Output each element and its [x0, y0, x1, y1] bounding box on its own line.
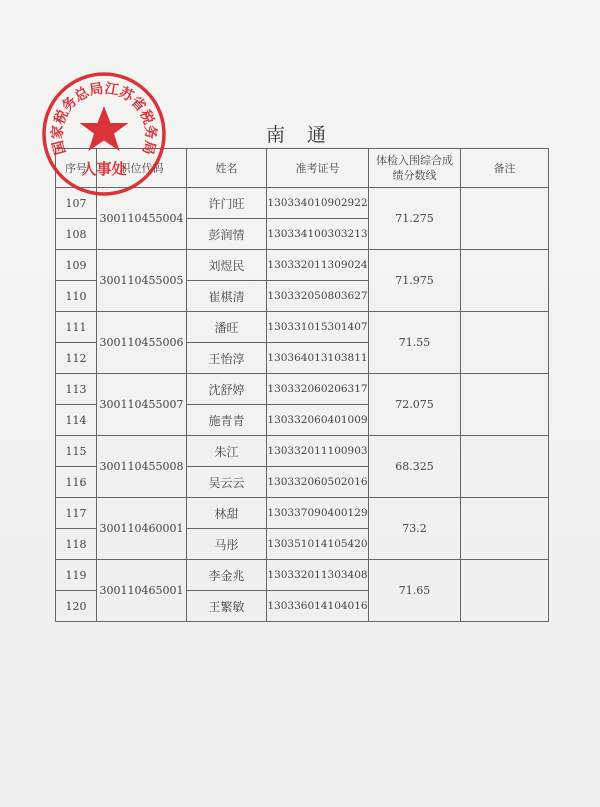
row-no: 107: [56, 188, 97, 219]
table-row: [56, 498, 549, 529]
official-seal-stamp: [40, 70, 168, 198]
candidate-name: 吴云云: [187, 467, 267, 498]
exam-number: 130336014104016: [267, 591, 369, 622]
row-no: 108: [56, 219, 97, 250]
header-score-line: [369, 149, 461, 188]
exam-number: 130364013103811: [267, 343, 369, 374]
exam-number: 130332060401009: [267, 405, 369, 436]
exam-number: 130334100303213: [267, 219, 369, 250]
header-score-line-text: 体检入围综合成绩分数线: [376, 154, 453, 182]
table-row: [56, 374, 549, 405]
candidate-name: 林甜: [187, 498, 267, 529]
candidate-name: 朱江: [187, 436, 267, 467]
candidate-name: 崔棋清: [187, 281, 267, 312]
candidate-table: [55, 148, 549, 622]
header-position-code: 职位代码: [97, 149, 187, 188]
score-line: 72.075: [369, 374, 461, 436]
position-code: 300110460001: [97, 498, 187, 560]
row-no: 113: [56, 374, 97, 405]
position-code: 300110455007: [97, 374, 187, 436]
position-code: 300110455008: [97, 436, 187, 498]
row-no: 111: [56, 312, 97, 343]
candidate-name: 马彤: [187, 529, 267, 560]
header-remark: 备注: [461, 149, 549, 188]
row-no: 119: [56, 560, 97, 591]
score-line: 73.2: [369, 498, 461, 560]
row-no: 114: [56, 405, 97, 436]
position-code: 300110455005: [97, 250, 187, 312]
table-row: [56, 250, 549, 281]
candidate-name: 彭润情: [187, 219, 267, 250]
score-line: 71.975: [369, 250, 461, 312]
candidate-name: 王繁敏: [187, 591, 267, 622]
row-no: 117: [56, 498, 97, 529]
row-no: 112: [56, 343, 97, 374]
header-exam-no: 准考证号: [267, 149, 369, 188]
seal-ring-text-path: 国家税务总局江苏省税务局: [49, 80, 159, 157]
table-row: [56, 312, 549, 343]
remark-cell: [461, 374, 549, 436]
remark-cell: [461, 498, 549, 560]
exam-number: 130332011303408: [267, 560, 369, 591]
row-no: 109: [56, 250, 97, 281]
header-name: 姓名: [187, 149, 267, 188]
row-no: 120: [56, 591, 97, 622]
table-row: [56, 436, 549, 467]
candidate-name: 许门旺: [187, 188, 267, 219]
score-line: 71.55: [369, 312, 461, 374]
row-no: 116: [56, 467, 97, 498]
header-no: 序号: [56, 149, 97, 188]
exam-number: 130337090400129: [267, 498, 369, 529]
exam-number: 130332050803627: [267, 281, 369, 312]
score-line: 68.325: [369, 436, 461, 498]
seal-center-text: 人事处: [81, 160, 127, 178]
remark-cell: [461, 250, 549, 312]
position-code: 300110455004: [97, 188, 187, 250]
candidate-name: 潘旺: [187, 312, 267, 343]
candidate-name: 沈舒婷: [187, 374, 267, 405]
row-no: 118: [56, 529, 97, 560]
table-row: [56, 560, 549, 591]
candidate-name: 刘煜民: [187, 250, 267, 281]
exam-number: 130332011100903: [267, 436, 369, 467]
exam-number: 130351014105420: [267, 529, 369, 560]
remark-cell: [461, 188, 549, 250]
candidate-name: 王怡淳: [187, 343, 267, 374]
seal-star-icon: [80, 106, 129, 151]
row-no: 110: [56, 281, 97, 312]
position-code: 300110455006: [97, 312, 187, 374]
exam-number: 130332011309024: [267, 250, 369, 281]
position-code: 300110465001: [97, 560, 187, 622]
row-no: 115: [56, 436, 97, 467]
exam-number: 130331015301407: [267, 312, 369, 343]
exam-number: 130332060502016: [267, 467, 369, 498]
exam-number: 130334010902922: [267, 188, 369, 219]
remark-cell: [461, 312, 549, 374]
score-line: 71.65: [369, 560, 461, 622]
exam-number: 130332060206317: [267, 374, 369, 405]
candidate-name: 李金兆: [187, 560, 267, 591]
page-title: 南 通: [265, 124, 335, 146]
candidate-name: 施青青: [187, 405, 267, 436]
remark-cell: [461, 436, 549, 498]
remark-cell: [461, 560, 549, 622]
score-line: 71.275: [369, 188, 461, 250]
